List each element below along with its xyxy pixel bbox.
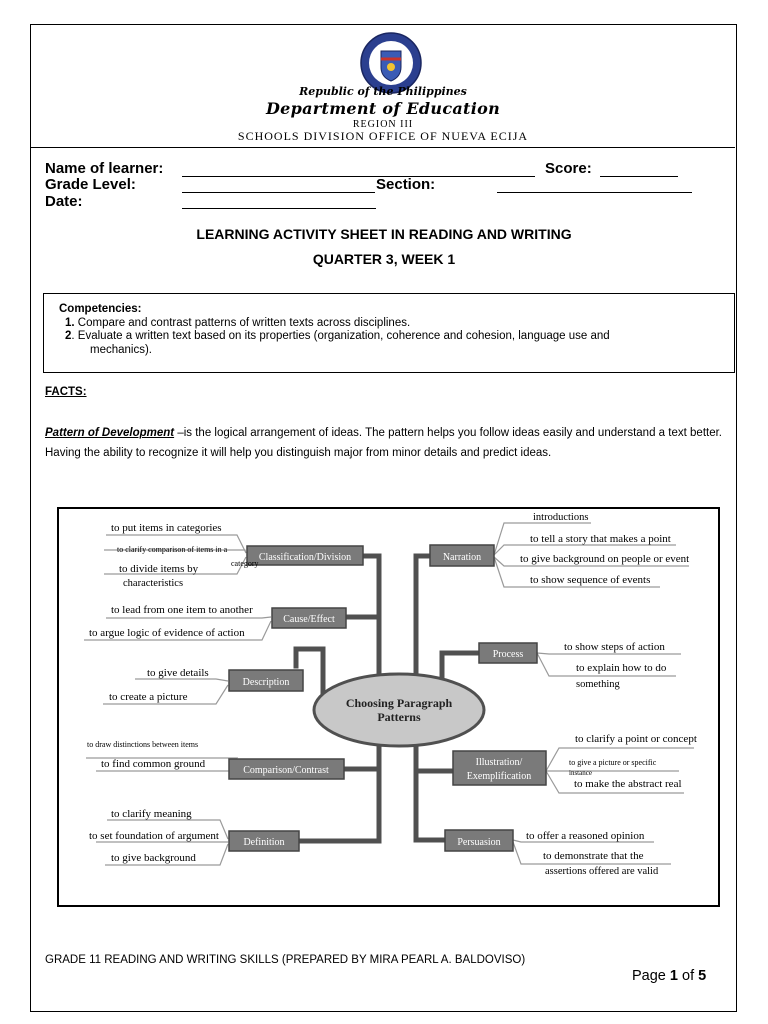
comparison-desc-2: to find common ground (101, 758, 206, 770)
definition-desc-2: to set foundation of argument (89, 830, 219, 842)
region-line: REGION III (352, 119, 414, 130)
definition-paragraph (45, 424, 722, 463)
mind-map-diagram (57, 507, 720, 907)
sheet-title: LEARNING ACTIVITY SHEET IN READING AND WRITING (196, 226, 572, 242)
illustration-desc-2: to give a picture or specific (569, 758, 657, 767)
division-line: SCHOOLS DIVISION OFFICE OF NUEVA ECIJA (237, 129, 529, 143)
classification-desc-2b: category (231, 559, 259, 568)
competency-2-text: . Evaluate a written text based on its properties (organization, coherence and cohesion, language use and (71, 330, 610, 342)
cause-desc-1: to lead from one item to another (111, 604, 253, 616)
center-title-line2: Patterns (377, 710, 421, 724)
narration-desc-2: to tell a story that makes a point (530, 533, 671, 545)
section-label: Section: (376, 176, 436, 193)
competency-1-text: Compare and contrast patterns of written texts across disciplines. (77, 316, 411, 329)
process-label: Process (492, 649, 524, 660)
competency-2 (59, 330, 720, 344)
comparison-label: Comparison/Contrast (243, 765, 329, 776)
pattern-definition: –is the logical arrangement of ideas. The pattern helps you follow ideas easily and understand a text better. Having the ability to recognize it will help you distinguish major from minor details and predict ideas. (45, 427, 723, 459)
competency-2-continued: mechanics). (90, 343, 152, 356)
competency-1-number: 1. (65, 316, 75, 329)
illustration-desc-2b: instance (569, 769, 592, 777)
quarter-title: QUARTER 3, WEEK 1 (312, 251, 456, 267)
definition-label: Definition (243, 837, 285, 848)
description-label: Description (242, 677, 290, 688)
date-blank[interactable] (182, 208, 376, 209)
date-label: Date: (45, 193, 83, 210)
grade-blank[interactable] (182, 192, 375, 193)
cause-effect-label: Cause/Effect (283, 614, 335, 625)
process-desc-2: to explain how to do (576, 662, 667, 674)
letterhead (31, 25, 735, 148)
classification-desc-1: to put items in categories (111, 522, 222, 534)
narration-desc-4: to show sequence of events (530, 574, 651, 586)
description-desc-1: to give details (147, 667, 209, 679)
classification-label: Classification/Division (258, 552, 352, 563)
classification-desc-2: to clarify comparison of items in a (117, 545, 228, 554)
score-blank[interactable] (600, 176, 678, 177)
narration-label: Narration (442, 552, 482, 563)
persuasion-desc-2: to demonstrate that the (543, 850, 644, 862)
competency-2-number: 2 (65, 330, 72, 342)
page-number: 1 (669, 968, 678, 984)
process-desc-1: to show steps of action (564, 641, 665, 653)
competency-1 (59, 317, 720, 331)
grade-label: Grade Level: (45, 176, 136, 193)
illustration-label-1: Illustration/ (475, 757, 523, 768)
footer-credit: GRADE 11 READING AND WRITING SKILLS (PREPARED BY MIRA PEARL A. BALDOVISO) (45, 954, 526, 966)
definition-desc-1: to clarify meaning (111, 808, 192, 820)
name-label: Name of learner: (45, 160, 164, 177)
page-indicator (632, 968, 706, 984)
classification-desc-3b: characteristics (123, 578, 184, 589)
department-name: Department of Education (265, 99, 501, 118)
republic-line: Republic of the Philippines (299, 85, 467, 98)
pattern-term: Pattern of Development (45, 427, 175, 439)
persuasion-label: Persuasion (457, 837, 501, 848)
page-word: Page (632, 968, 666, 984)
classification-desc-3: to divide items by (119, 563, 199, 575)
competencies-box (43, 293, 735, 373)
illustration-desc-3: to make the abstract real (574, 778, 682, 790)
narration-desc-3: to give background on people or event (520, 553, 690, 565)
comparison-desc-1: to draw distinctions between items (87, 740, 199, 749)
persuasion-desc-1: to offer a reasoned opinion (526, 830, 645, 842)
illustration-desc-1: to clarify a point or concept (575, 733, 697, 745)
description-desc-2: to create a picture (109, 691, 188, 703)
page-total: 5 (698, 968, 707, 984)
narration-desc-1: introductions (533, 512, 589, 523)
definition-desc-3: to give background (111, 852, 196, 864)
of-word: of (682, 968, 695, 984)
illustration-label-2: Exemplification (466, 771, 532, 782)
mind-map-svg (59, 509, 718, 905)
process-desc-2b: something (576, 679, 620, 690)
persuasion-desc-2b: assertions offered are valid (545, 866, 659, 877)
facts-heading: FACTS: (45, 386, 87, 398)
score-label: Score: (545, 160, 592, 177)
competencies-heading: Competencies: (59, 303, 142, 315)
name-blank[interactable] (182, 176, 535, 177)
section-blank[interactable] (497, 192, 692, 193)
cause-desc-2: to argue logic of evidence of action (89, 627, 245, 639)
center-title-line1: Choosing Paragraph (345, 696, 453, 710)
